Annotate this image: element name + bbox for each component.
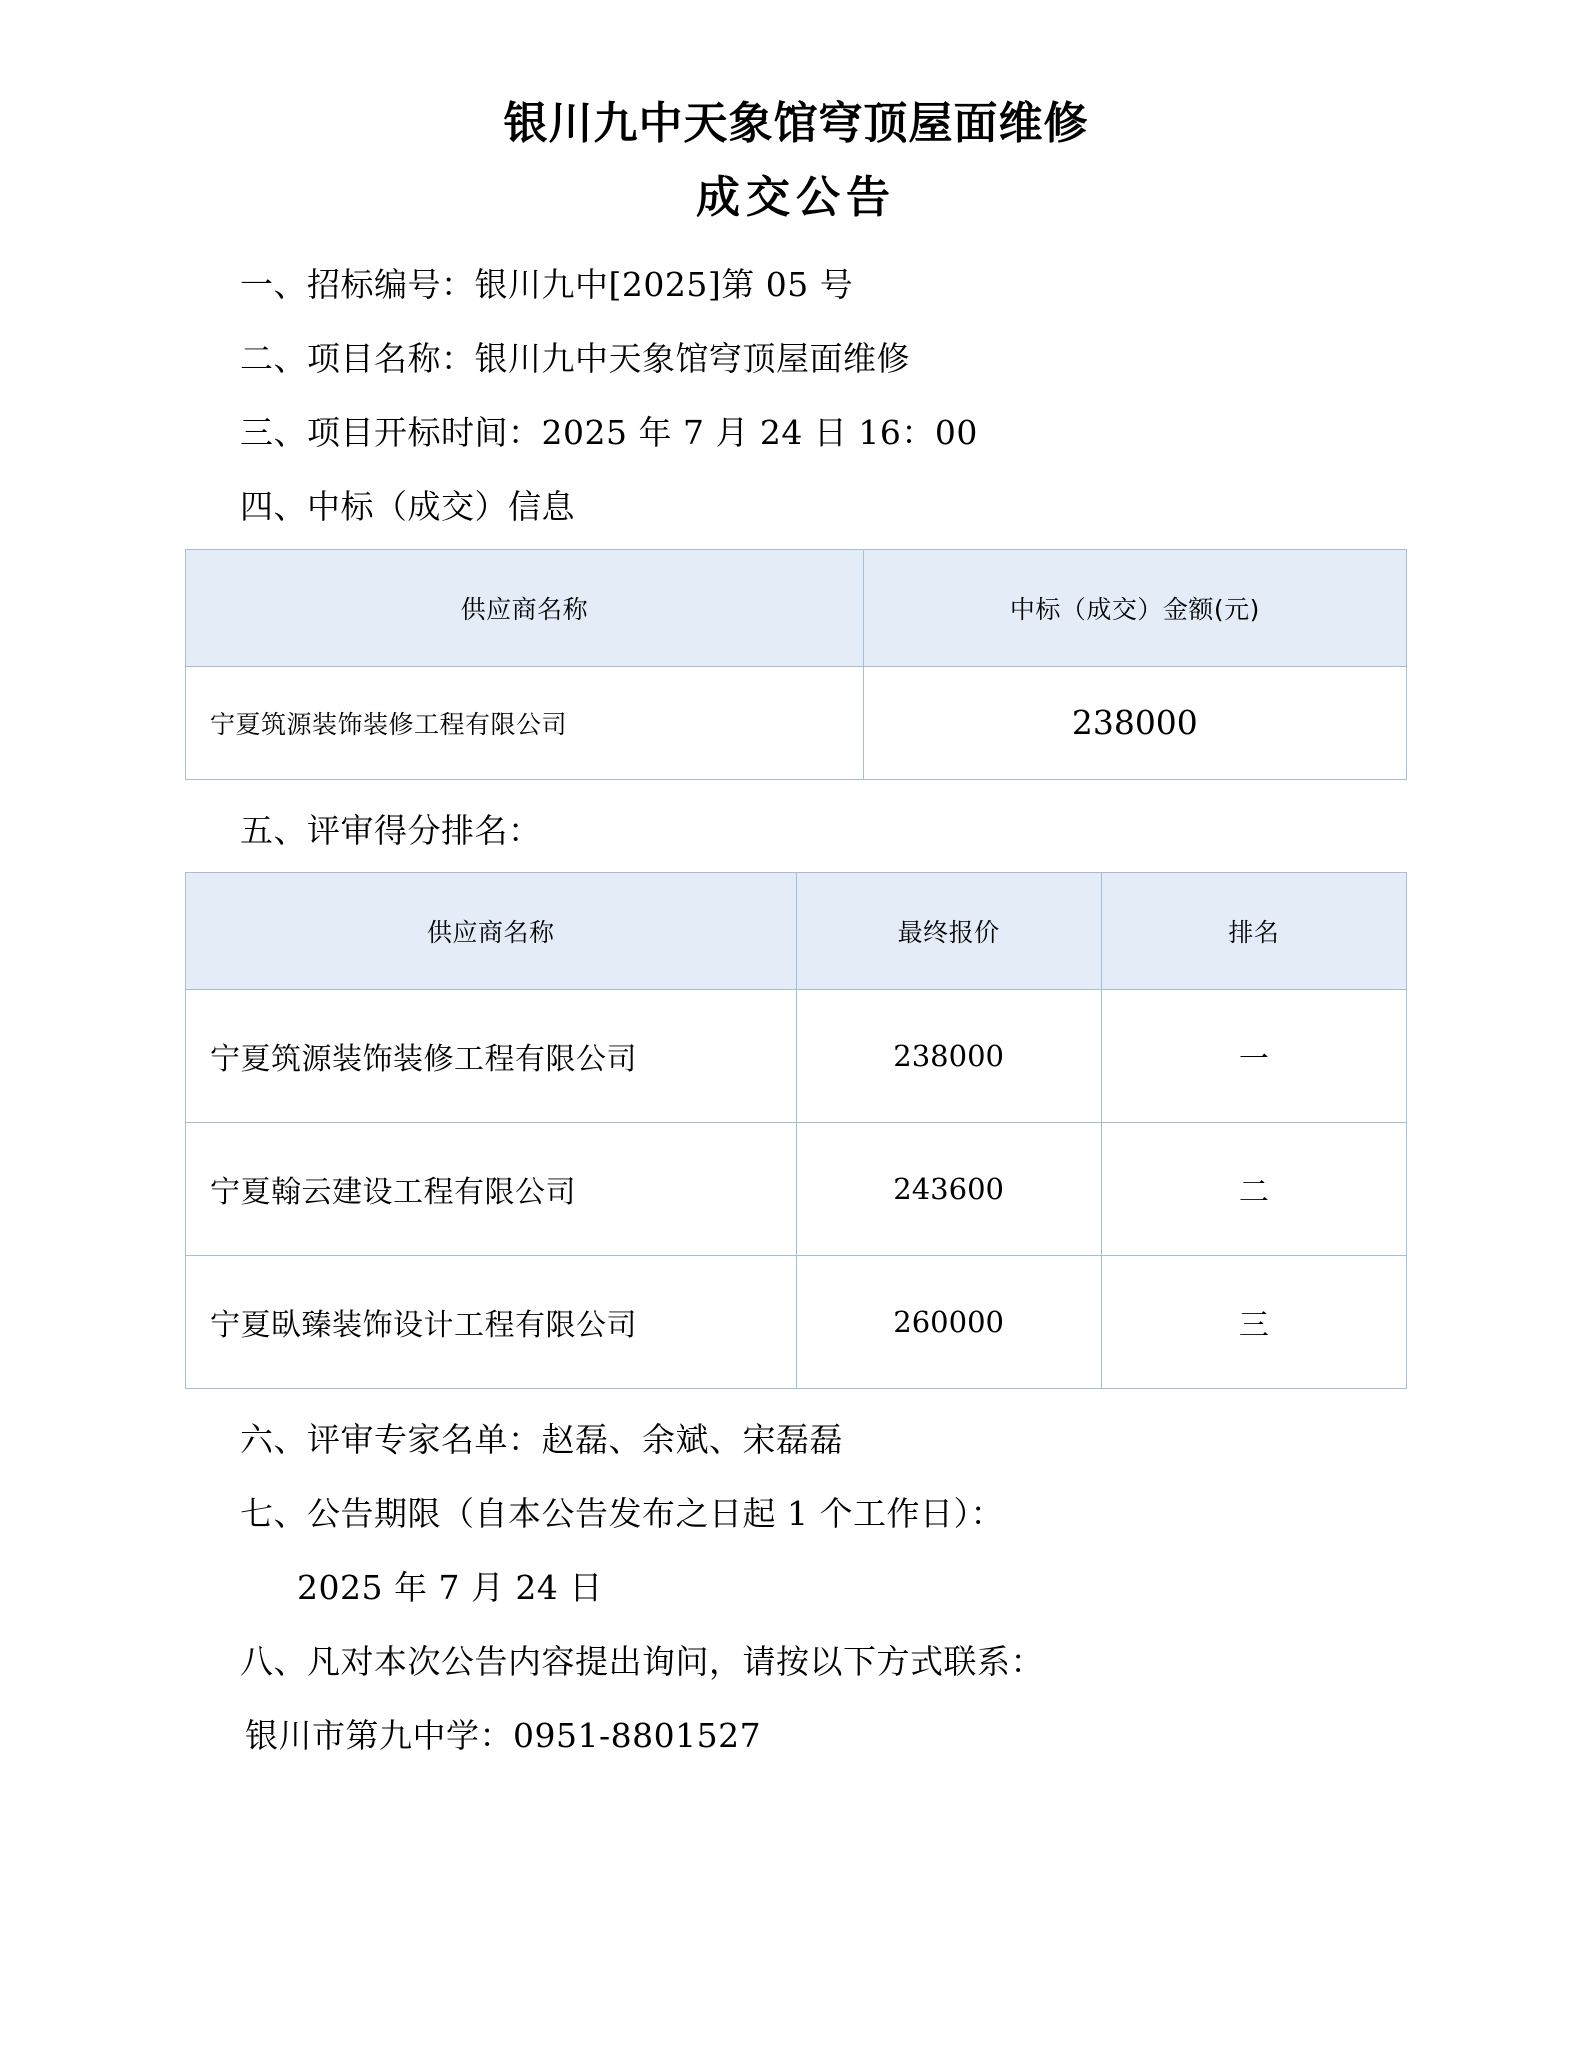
document-body — [185, 264, 1407, 1758]
ranking-cell-rank: 一 — [1101, 990, 1406, 1123]
ranking-header-price: 最终报价 — [796, 873, 1101, 990]
ranking-header-rank: 排名 — [1101, 873, 1406, 990]
award-table-wrapper — [185, 549, 1407, 780]
ranking-cell-price: 243600 — [796, 1123, 1101, 1256]
spacer-after-ranking-table — [185, 1389, 1407, 1419]
ranking-cell-supplier: 宁夏翰云建设工程有限公司 — [186, 1123, 797, 1256]
section-award-info-heading: 四、中标（成交）信息 — [240, 486, 575, 526]
ranking-cell-rank: 三 — [1101, 1256, 1406, 1389]
section-bid-number: 一、招标编号：银川九中[2025]第 05 号 — [240, 265, 854, 304]
table-row — [186, 1256, 1407, 1389]
award-table-header-row — [186, 549, 1407, 666]
award-table-body — [186, 666, 1407, 779]
award-header-supplier: 供应商名称 — [186, 549, 864, 666]
award-table-head — [186, 549, 1407, 666]
ranking-cell-price: 238000 — [796, 990, 1101, 1123]
section-contact-detail: 银川市第九中学：0951-8801527 — [245, 1716, 762, 1756]
table-row — [186, 990, 1407, 1123]
section-contact-heading: 八、凡对本次公告内容提出询问，请按以下方式联系： — [240, 1642, 1044, 1682]
document-title-line-2: 成交公告 — [696, 172, 896, 223]
section-project-name: 二、项目名称：银川九中天象馆穹顶屋面维修 — [240, 338, 910, 378]
section-experts: 六、评审专家名单：赵磊、余斌、宋磊磊 — [240, 1420, 843, 1460]
ranking-header-supplier: 供应商名称 — [186, 873, 797, 990]
ranking-table-body — [186, 990, 1407, 1389]
section-notice-period: 七、公告期限（自本公告发布之日起 1 个工作日）： — [240, 1494, 1004, 1534]
ranking-table — [185, 872, 1407, 1389]
ranking-table-header-row — [186, 873, 1407, 990]
ranking-cell-price: 260000 — [796, 1256, 1101, 1389]
spacer-after-award-table — [185, 780, 1407, 810]
ranking-cell-supplier: 宁夏筑源装饰装修工程有限公司 — [186, 990, 797, 1123]
document-title-line-1: 银川九中天象馆穹顶屋面维修 — [503, 98, 1089, 149]
award-cell-supplier: 宁夏筑源装饰装修工程有限公司 — [186, 666, 864, 779]
ranking-table-wrapper — [185, 872, 1407, 1389]
ranking-table-head — [186, 873, 1407, 990]
section-bid-opening-time: 三、项目开标时间：2025 年 7 月 24 日 16：00 — [240, 412, 978, 452]
award-header-amount: 中标（成交）金额(元) — [863, 549, 1406, 666]
table-row — [186, 666, 1407, 779]
section-ranking-heading: 五、评审得分排名： — [240, 810, 542, 850]
section-notice-date: 2025 年 7 月 24 日 — [297, 1568, 603, 1608]
table-row — [186, 1123, 1407, 1256]
ranking-cell-rank: 二 — [1101, 1123, 1406, 1256]
award-cell-amount: 238000 — [863, 666, 1406, 779]
ranking-cell-supplier: 宁夏臥臻装饰设计工程有限公司 — [186, 1256, 797, 1389]
award-table — [185, 549, 1407, 780]
